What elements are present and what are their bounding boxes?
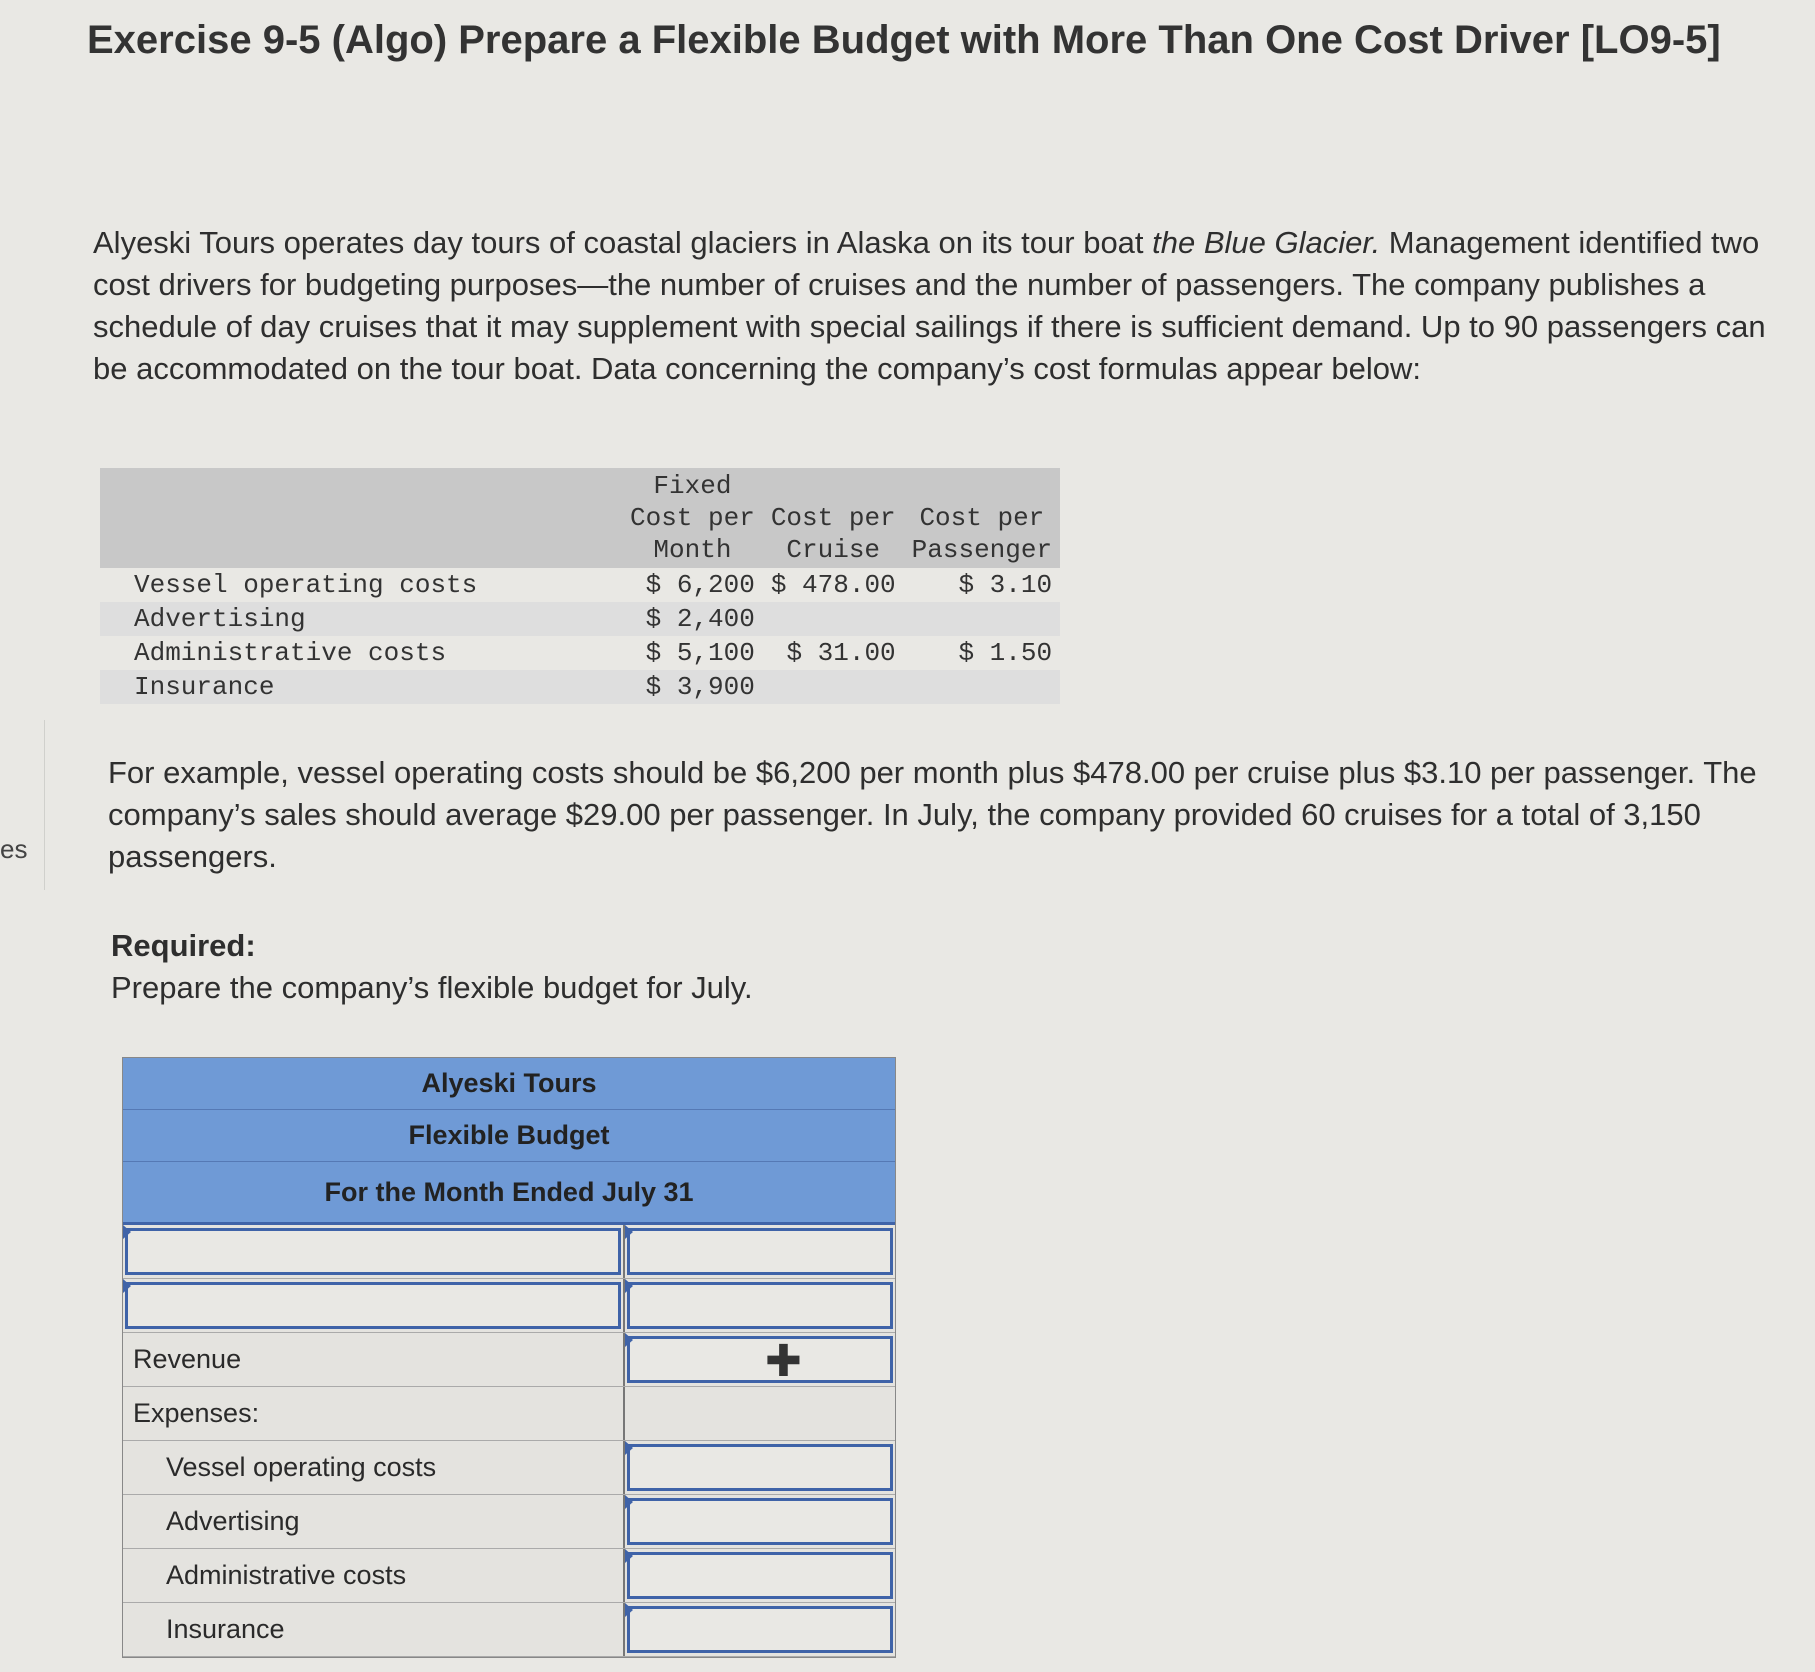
- intro-text-1: Alyeski Tours operates day tours of coastal glaciers in Alaska on its tour boat: [93, 225, 1153, 260]
- budget-amount-cell[interactable]: [625, 1495, 895, 1548]
- dropdown-marker-icon: [123, 1279, 131, 1293]
- budget-company-name: Alyeski Tours: [123, 1058, 895, 1110]
- cost-value: $ 3,900: [622, 670, 763, 704]
- budget-amount-cell[interactable]: [625, 1441, 895, 1494]
- budget-row: [123, 1387, 895, 1441]
- cost-table-row: [100, 602, 1060, 636]
- required-section: [111, 925, 1111, 1009]
- header-blank: [100, 468, 622, 568]
- budget-row-label: Advertising: [123, 1495, 625, 1548]
- cost-table-row: [100, 670, 1060, 704]
- sidebar-divider: [44, 720, 45, 890]
- amount-input[interactable]: [627, 1336, 893, 1386]
- cost-item-label: Insurance: [100, 670, 622, 704]
- input-marker-icon: [625, 1549, 633, 1563]
- budget-amount-cell[interactable]: [625, 1603, 895, 1656]
- cost-item-label: Administrative costs: [134, 638, 447, 668]
- intro-text-2: Management identified two cost drivers for budgeting purposes—the number of cruises and the number of passengers. The company publishes a schedule of day cruises that it may supplement with special sailings if there is sufficient demand. Up to 90 passengers can be accommodated on the tour boat. Data concerning the company’s cost formulas appear below:: [93, 225, 1766, 386]
- budget-row: [123, 1279, 895, 1333]
- cost-value: [904, 670, 1060, 704]
- amount-input[interactable]: [627, 1228, 893, 1275]
- cost-table-row: [100, 568, 1060, 602]
- cost-value: [763, 670, 904, 704]
- input-marker-icon: [625, 1441, 633, 1455]
- input-marker-icon: [625, 1225, 633, 1239]
- cost-formula-table: [100, 468, 1060, 704]
- budget-label-select[interactable]: [123, 1279, 625, 1332]
- budget-row-label: Insurance: [123, 1603, 625, 1656]
- budget-statement-title: Flexible Budget: [123, 1110, 895, 1162]
- cost-value: $ 1.50: [958, 638, 1053, 668]
- input-marker-icon: [625, 1603, 633, 1617]
- budget-row-label: Expenses:: [123, 1387, 625, 1440]
- page-title: Exercise 9-5 (Algo) Prepare a Flexible Budget with More Than One Cost Driver [LO9-5]: [87, 18, 1721, 62]
- amount-input[interactable]: [627, 1498, 893, 1545]
- cost-value: $ 478.00: [770, 570, 896, 600]
- required-text: Prepare the company’s flexible budget for July.: [111, 970, 753, 1005]
- intro-paragraph: [93, 222, 1793, 390]
- cost-value: $ 5,100: [645, 638, 755, 668]
- example-paragraph: For example, vessel operating costs should be $6,200 per month plus $478.00 per cruise plus $3.10 per passenger. The company’s sales should average $29.00 per passenger. In July, the company provided 60 cruises for a total of 3,150 passengers.: [108, 755, 1757, 874]
- budget-row: [123, 1441, 895, 1495]
- header-cost-per-cruise: Cost per Cruise: [763, 468, 904, 568]
- budget-amount-cell[interactable]: [625, 1225, 895, 1278]
- cost-value: [904, 602, 1060, 636]
- input-marker-icon: [625, 1333, 633, 1347]
- budget-row: [123, 1549, 895, 1603]
- budget-row-label: Revenue: [123, 1333, 625, 1386]
- amount-input[interactable]: [627, 1282, 893, 1329]
- budget-amount-cell: [625, 1387, 895, 1440]
- sidebar-fragment-text: es: [0, 834, 28, 864]
- cost-value: $ 6,200: [645, 570, 755, 600]
- boat-name: the Blue Glacier.: [1152, 225, 1381, 260]
- budget-row-label: Vessel operating costs: [123, 1441, 625, 1494]
- dropdown-marker-icon: [123, 1225, 131, 1239]
- cost-value: [763, 602, 904, 636]
- budget-period: For the Month Ended July 31: [123, 1162, 895, 1225]
- cost-value: $ 3.10: [958, 570, 1053, 600]
- cost-table-header: [100, 468, 1060, 568]
- label-dropdown-input[interactable]: [125, 1282, 621, 1329]
- amount-input[interactable]: [627, 1606, 893, 1653]
- amount-input[interactable]: [627, 1552, 893, 1599]
- cost-item-label: Advertising: [100, 602, 622, 636]
- cost-value: $ 2,400: [622, 602, 763, 636]
- label-dropdown-input[interactable]: [125, 1228, 621, 1275]
- header-fixed-cost: Fixed Cost per Month: [622, 468, 763, 568]
- crosshair-cursor-icon: ✚: [765, 1337, 802, 1386]
- budget-label-select[interactable]: [123, 1225, 625, 1278]
- cost-value: $ 31.00: [786, 638, 896, 668]
- budget-row: [123, 1225, 895, 1279]
- budget-amount-cell[interactable]: [625, 1333, 895, 1386]
- budget-row-label: Administrative costs: [123, 1549, 625, 1602]
- budget-amount-cell[interactable]: [625, 1549, 895, 1602]
- budget-row: [123, 1603, 895, 1657]
- header-cost-per-passenger: Cost per Passenger: [904, 468, 1060, 568]
- required-label: Required:: [111, 928, 256, 963]
- budget-row: [123, 1495, 895, 1549]
- cost-table-row: [100, 636, 1060, 670]
- input-marker-icon: [625, 1495, 633, 1509]
- budget-amount-cell[interactable]: [625, 1279, 895, 1332]
- input-marker-icon: [625, 1279, 633, 1293]
- cost-item-label: Vessel operating costs: [134, 570, 478, 600]
- amount-input[interactable]: [627, 1444, 893, 1491]
